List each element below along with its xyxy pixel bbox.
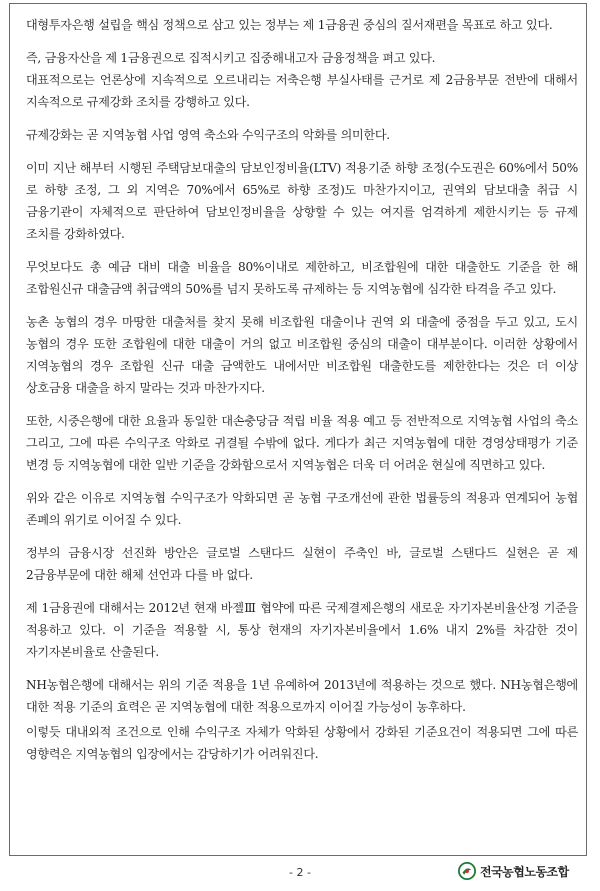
union-name: 전국농협노동조합 — [480, 864, 569, 879]
paragraph-2: 즉, 금융자산을 제 1금융권으로 집적시키고 집중해내고자 금융정책을 펴고 있다. — [26, 51, 436, 65]
paragraph-13: 이렇듯 대내외적 조건으로 인해 수익구조 자체가 악화된 상황에서 강화된 기준요건이 적용되면 그에 따른 영향력은 지역농협의 입장에서는 감당하기가 어려워진다. — [26, 725, 578, 761]
paragraph-10: 정부의 금융시장 선진화 방안은 글로벌 스탠다드 실현이 주축인 바, 글로벌 스탠다드 실현은 곧 제 2금융부문에 대한 해체 선언과 다를 바 없다. — [26, 546, 578, 582]
paragraph-7: 농촌 농협의 경우 마땅한 대출처를 찾지 못해 비조합원 대출이나 권역 외 대출에 중점을 두고 있고, 도시 농협의 경우 또한 조합원에 대한 대출이 거의 없고 비조합원 중심의 대출이 대부분이다. 이러한 상황에서 지역농협의 경우 조합원 신규 대출 금액한도 내에서만 비조합원 대출한도를 제한한다는 것은 더 이상 상호금융 대출을 하지 말라는 것과 마찬가지다. — [26, 315, 578, 395]
paragraph-4: 규제강화는 곧 지역농협 사업 영역 축소와 수익구조의 악화를 의미한다. — [26, 128, 390, 142]
paragraph-3: 대표적으로는 언론상에 지속적으로 오르내리는 저축은행 부실사태를 근거로 제 2금융부문 전반에 대해서 지속적으로 규제강화 조치를 강행하고 있다. — [26, 73, 578, 109]
page-number: - 2 - — [289, 866, 311, 879]
paragraph-6: 무엇보다도 총 예금 대비 대출 비율을 80%이내로 제한하고, 비조합원에 대한 대출한도 기준을 한 해 조합원신규 대출금액 취급액의 50%를 넘지 못하도록 규제하는 등 지역농협에 심각한 타격을 주고 있다. — [26, 260, 578, 296]
paragraph-1: 대형투자은행 설립을 핵심 정책으로 삼고 있는 정부는 제 1금융권 중심의 질서재편을 목표로 하고 있다. — [26, 18, 553, 32]
union-logo — [458, 862, 569, 880]
paragraph-8: 또한, 시중은행에 대한 요율과 동일한 대손충당금 적립 비율 적용 예고 등 전반적으로 지역농협 사업의 축소 그리고, 그에 따른 수익구조 악화로 귀결될 수밖에 없다. 게다가 최근 지역농협에 대한 경영상태평가 기준 변경 등 지역농협에 대한 일반 기준을 강화함으로서 지역농협은 더욱 더 어려운 현실에 직면하고 있다. — [26, 414, 578, 472]
paragraph-12: NH농협은행에 대해서는 위의 기준 적용을 1년 유예하여 2013년에 적용하는 것으로 했다. NH농협은행에 대한 적용 기준의 효력은 곧 지역농협에 대한 적용으로까지 이어질 가능성이 농후하다. — [26, 678, 578, 714]
paragraph-9: 위와 같은 이유로 지역농협 수익구조가 악화되면 곧 농협 구조개선에 관한 법률등의 적용과 연계되어 농협 존폐의 위기로 이어질 수 있다. — [26, 491, 578, 527]
paragraph-11: 제 1금융권에 대해서는 2012년 현재 바젤Ⅲ 협약에 따른 국제결제은행의 새로운 자기자본비율산정 기준을 적용하고 있다. 이 기준을 적용할 시, 통상 현재의 자기자본비율에서 1.6% 내지 2%를 차감한 것이 자기자본비율로 산출된다. — [26, 601, 578, 659]
document-body — [26, 14, 578, 765]
union-logo-icon — [458, 862, 476, 880]
paragraph-5: 이미 지난 해부터 시행된 주택담보대출의 담보인정비율(LTV) 적용기준 하향 조정(수도권은 60%에서 50%로 하향 조정, 그 외 지역은 70%에서 65%로 하향 조정)도 마찬가지이고, 권역외 담보대출 취급 시 금융기관이 자체적으로 판단하여 담보인정비율을 상향할 수 있는 여지를 엄격하게 제한시키는 등 규제 조치를 강화하였다. — [26, 161, 578, 241]
